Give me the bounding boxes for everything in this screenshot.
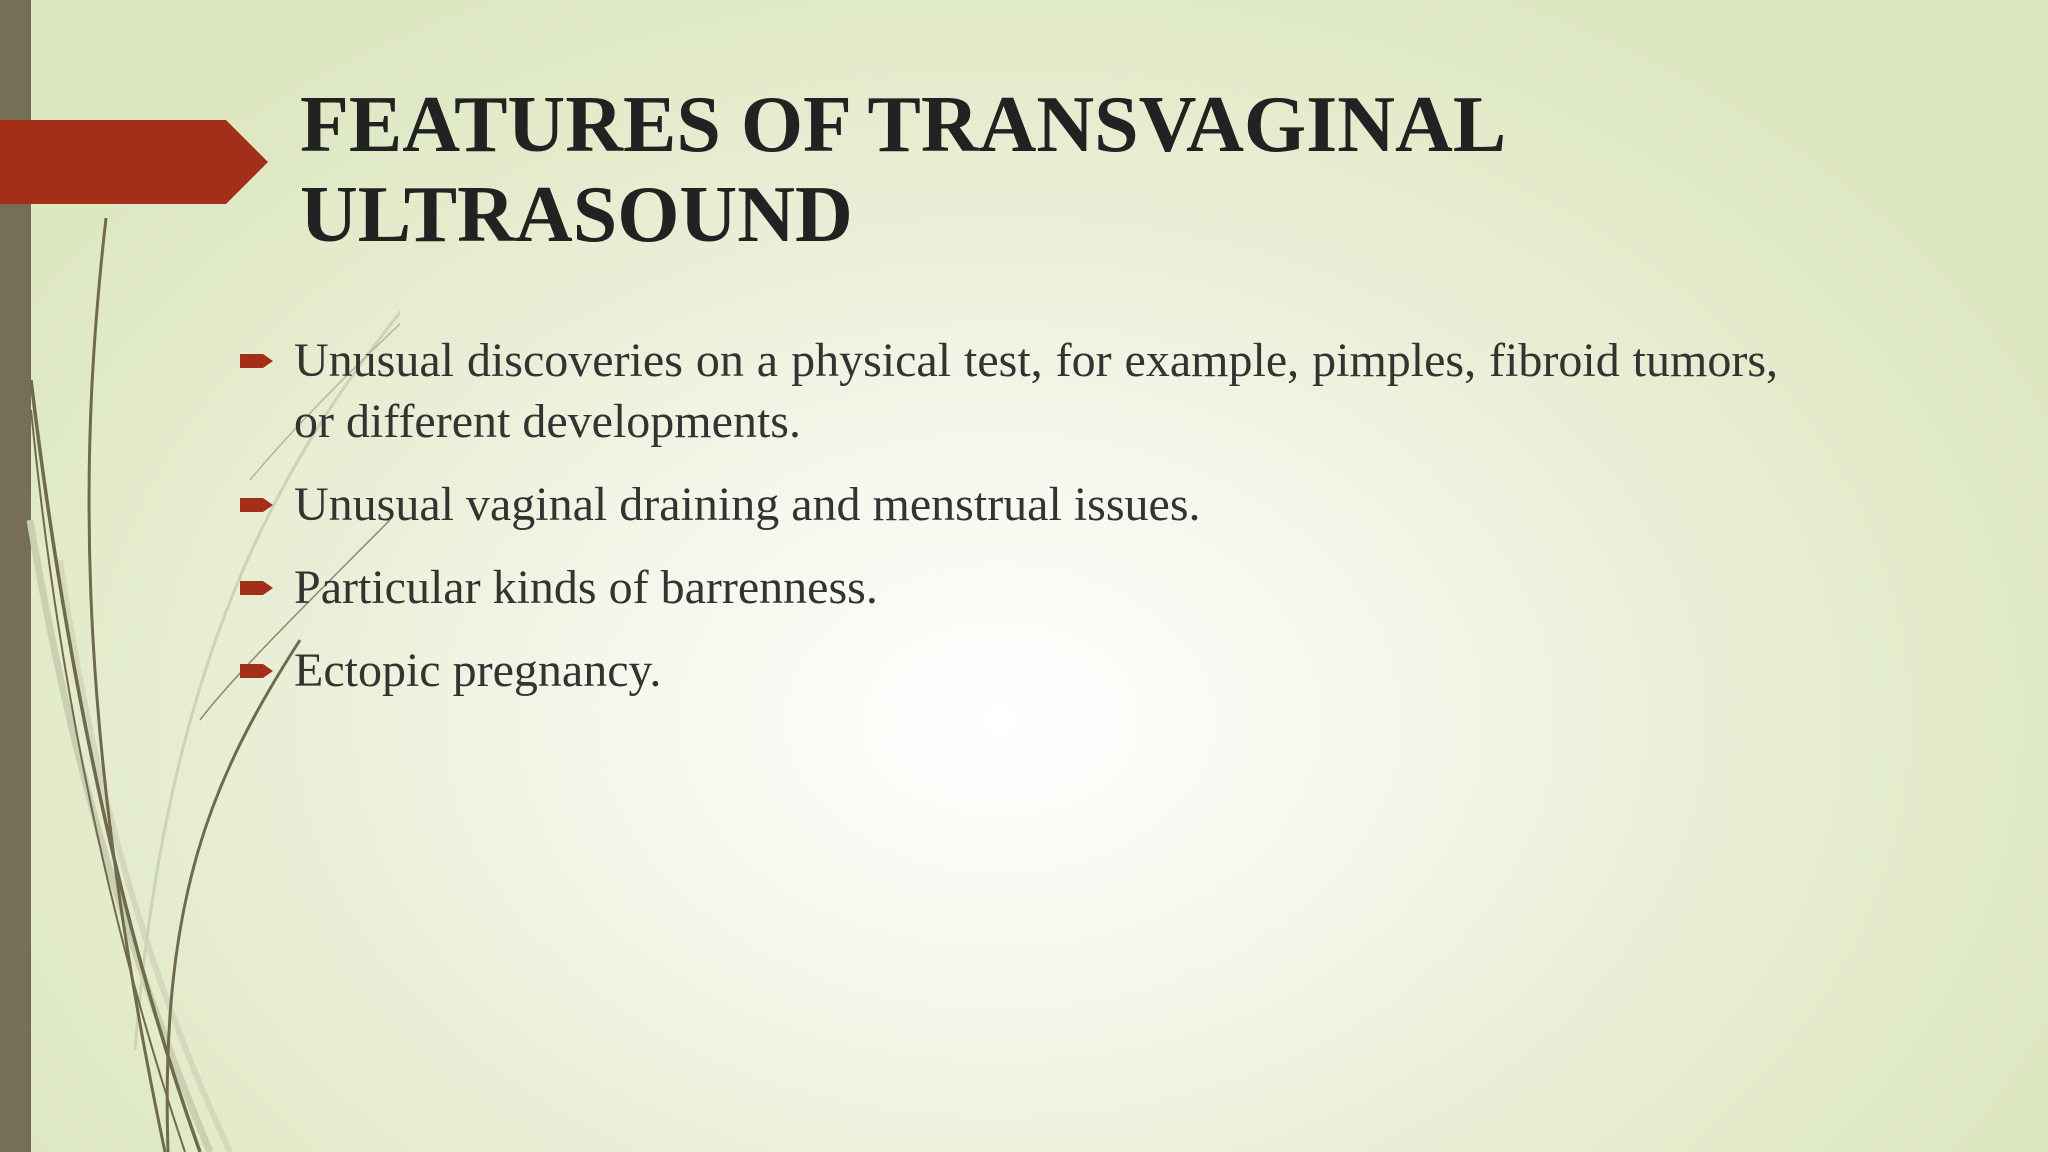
arrow-bullet-icon bbox=[236, 493, 278, 517]
bullet-item bbox=[236, 557, 1778, 618]
title-arrow-banner bbox=[0, 0, 300, 220]
arrow-bullet-icon bbox=[236, 349, 278, 373]
bullet-list bbox=[236, 330, 1778, 723]
bullet-item bbox=[236, 474, 1778, 535]
bullet-text: Unusual discoveries on a physical test, for example, pimples, fibroid tumors, or different developments. bbox=[294, 334, 1778, 448]
arrow-bullet-icon bbox=[236, 659, 278, 683]
bullet-item bbox=[236, 640, 1778, 701]
bullet-text: Particular kinds of barrenness. bbox=[294, 561, 878, 614]
bullet-item bbox=[236, 330, 1778, 452]
bullet-text: Ectopic pregnancy. bbox=[294, 644, 662, 697]
slide-title: FEATURES OF TRANSVAGINAL ULTRASOUND bbox=[300, 81, 1502, 259]
bullet-text: Unusual vaginal draining and menstrual issues. bbox=[294, 478, 1201, 531]
arrow-bullet-icon bbox=[236, 576, 278, 600]
